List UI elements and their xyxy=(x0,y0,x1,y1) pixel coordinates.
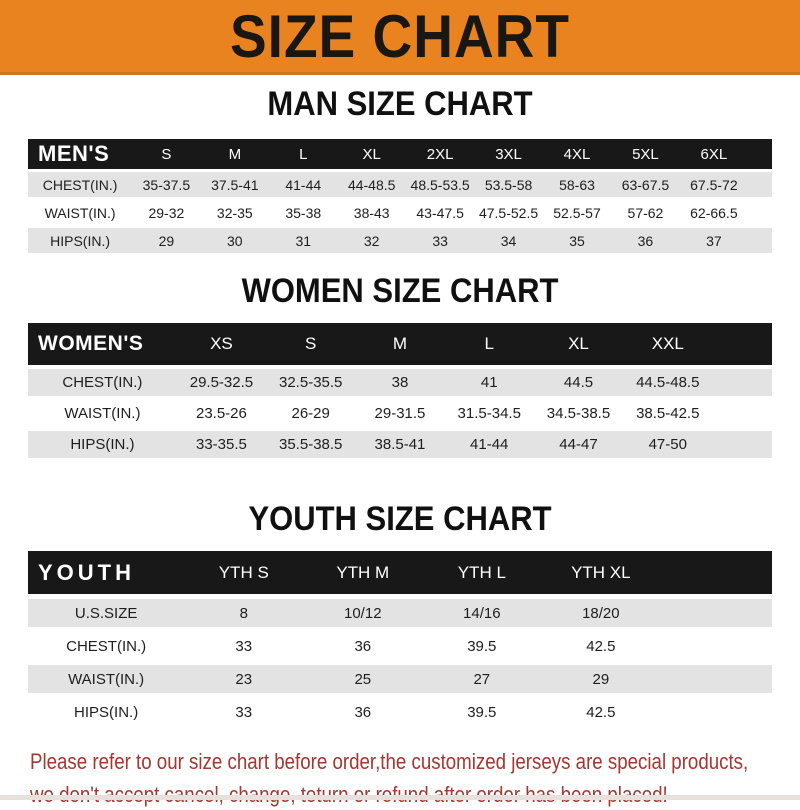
row-filler xyxy=(748,200,772,225)
order-notice xyxy=(0,747,800,810)
size-value: 42.5 xyxy=(586,703,616,721)
size-column-header: S xyxy=(266,323,355,365)
row-filler xyxy=(712,400,772,427)
size-value: 29-32 xyxy=(148,204,185,221)
size-value: 36 xyxy=(354,703,372,721)
size-value: 47-50 xyxy=(623,431,712,458)
table-row xyxy=(28,698,772,726)
size-column-header: M xyxy=(355,323,444,365)
size-value: 29 xyxy=(132,228,200,253)
size-value: 32-35 xyxy=(216,204,253,221)
size-value: 39.5 xyxy=(467,637,497,655)
size-column-header: YTH M xyxy=(303,551,422,594)
youth-size-chart-section xyxy=(0,498,800,731)
table-row xyxy=(28,632,772,660)
size-value: 32.5-35.5 xyxy=(266,369,355,396)
size-value: 47.5-52.5 xyxy=(478,204,539,221)
size-value: 52.5-57 xyxy=(553,204,601,221)
size-value: 29 xyxy=(541,665,660,693)
row-filler xyxy=(660,599,772,627)
row-filler xyxy=(712,431,772,458)
size-value: 38 xyxy=(355,369,444,396)
size-value: 32 xyxy=(337,228,405,253)
men-header-row xyxy=(28,139,772,169)
size-value: 25 xyxy=(303,665,422,693)
size-value: 67.5-72 xyxy=(680,172,748,197)
size-value: 31 xyxy=(269,228,337,253)
row-filler xyxy=(660,665,772,693)
size-value: 62-66.5 xyxy=(690,204,738,221)
women-category-label: WOMEN'S xyxy=(28,323,177,365)
size-value: 31.5-34.5 xyxy=(457,405,521,422)
size-value: 34 xyxy=(474,228,542,253)
size-charts xyxy=(0,83,800,810)
row-label: WAIST(IN.) xyxy=(28,665,184,693)
image-bottom-edge xyxy=(0,795,800,800)
row-label: CHEST(IN.) xyxy=(28,172,132,197)
size-column-header: S xyxy=(132,139,200,169)
size-value: 29.5-32.5 xyxy=(177,369,266,396)
size-value: 35-38 xyxy=(285,204,322,221)
size-value: 53.5-58 xyxy=(474,172,542,197)
row-label: WAIST(IN.) xyxy=(64,405,141,422)
man-size-chart-section xyxy=(0,83,800,256)
size-column-header: XXL xyxy=(623,323,712,365)
table-row xyxy=(28,200,772,225)
size-column-header: YTH XL xyxy=(541,551,660,594)
size-value: 58-63 xyxy=(543,172,611,197)
size-value: 33 xyxy=(235,703,253,721)
size-value: 41 xyxy=(445,369,534,396)
size-column-header: 5XL xyxy=(611,139,679,169)
row-label: U.S.SIZE xyxy=(28,599,184,627)
size-value: 43-47.5 xyxy=(416,204,464,221)
size-value: 10/12 xyxy=(303,599,422,627)
size-column-header: 3XL xyxy=(474,139,542,169)
size-value: 42.5 xyxy=(586,637,616,655)
row-label: HIPS(IN.) xyxy=(74,703,139,721)
size-column-header: M xyxy=(201,139,269,169)
size-value: 29-31.5 xyxy=(374,405,426,422)
size-value: 35-37.5 xyxy=(132,172,200,197)
table-row xyxy=(28,400,772,427)
size-value: 35.5-38.5 xyxy=(266,431,355,458)
size-value: 30 xyxy=(201,228,269,253)
women-section-heading: WOMEN SIZE CHART xyxy=(241,270,559,311)
row-filler xyxy=(712,369,772,396)
men-size-table xyxy=(28,136,772,256)
row-filler xyxy=(660,698,772,726)
table-row xyxy=(28,172,772,197)
size-value: 35 xyxy=(543,228,611,253)
table-row xyxy=(28,665,772,693)
table-row xyxy=(28,369,772,396)
size-chart-banner xyxy=(0,0,800,75)
header-filler xyxy=(712,323,772,365)
size-column-header: XS xyxy=(177,323,266,365)
size-value: 48.5-53.5 xyxy=(406,172,474,197)
row-label: CHEST(IN.) xyxy=(66,637,147,655)
size-value: 38.5-42.5 xyxy=(636,405,700,422)
size-column-header: 2XL xyxy=(406,139,474,169)
size-value: 26-29 xyxy=(291,405,330,422)
men-category-label: MEN'S xyxy=(28,139,132,169)
size-value: 44-47 xyxy=(534,431,623,458)
women-size-table xyxy=(28,319,772,462)
table-row xyxy=(28,599,772,627)
size-value: 8 xyxy=(184,599,303,627)
youth-category-label: YOUTH xyxy=(28,551,184,594)
youth-header-row xyxy=(28,551,772,594)
size-value: 33-35.5 xyxy=(177,431,266,458)
size-column-header: XL xyxy=(534,323,623,365)
size-value: 33 xyxy=(235,637,253,655)
man-section-heading: MAN SIZE CHART xyxy=(267,83,533,124)
size-column-header: YTH L xyxy=(422,551,541,594)
size-value: 38-43 xyxy=(353,204,390,221)
row-filler xyxy=(660,632,772,660)
row-label: WAIST(IN.) xyxy=(44,204,116,221)
women-header-row xyxy=(28,323,772,365)
size-value: 18/20 xyxy=(541,599,660,627)
size-value: 37.5-41 xyxy=(201,172,269,197)
size-value: 23 xyxy=(184,665,303,693)
size-value: 23.5-26 xyxy=(195,405,247,422)
youth-size-table xyxy=(28,546,772,731)
row-label: CHEST(IN.) xyxy=(28,369,177,396)
table-row xyxy=(28,431,772,458)
size-value: 27 xyxy=(422,665,541,693)
size-column-header: L xyxy=(269,139,337,169)
notice-line-1: Please refer to our size chart before order,the customized jerseys are special products, xyxy=(30,749,749,774)
size-column-header: XL xyxy=(337,139,405,169)
row-filler xyxy=(748,172,772,197)
size-value: 39.5 xyxy=(467,703,497,721)
size-value: 36 xyxy=(354,637,372,655)
size-column-header: 6XL xyxy=(680,139,748,169)
youth-section-heading: YOUTH SIZE CHART xyxy=(248,498,552,539)
size-value: 41-44 xyxy=(445,431,534,458)
size-value: 44.5 xyxy=(534,369,623,396)
size-value: 63-67.5 xyxy=(611,172,679,197)
size-column-header: YTH S xyxy=(184,551,303,594)
size-value: 41-44 xyxy=(269,172,337,197)
row-label: HIPS(IN.) xyxy=(28,431,177,458)
table-row xyxy=(28,228,772,253)
banner-title: SIZE CHART xyxy=(230,1,570,71)
row-label: HIPS(IN.) xyxy=(28,228,132,253)
size-value: 36 xyxy=(611,228,679,253)
header-filler xyxy=(748,139,772,169)
size-value: 57-62 xyxy=(627,204,664,221)
size-value: 44.5-48.5 xyxy=(623,369,712,396)
size-column-header: L xyxy=(445,323,534,365)
header-filler xyxy=(660,551,772,594)
size-value: 44-48.5 xyxy=(337,172,405,197)
women-size-chart-section xyxy=(0,270,800,462)
size-value: 33 xyxy=(406,228,474,253)
size-value: 14/16 xyxy=(422,599,541,627)
size-value: 38.5-41 xyxy=(355,431,444,458)
size-column-header: 4XL xyxy=(543,139,611,169)
row-filler xyxy=(748,228,772,253)
size-value: 34.5-38.5 xyxy=(546,405,611,422)
size-value: 37 xyxy=(680,228,748,253)
